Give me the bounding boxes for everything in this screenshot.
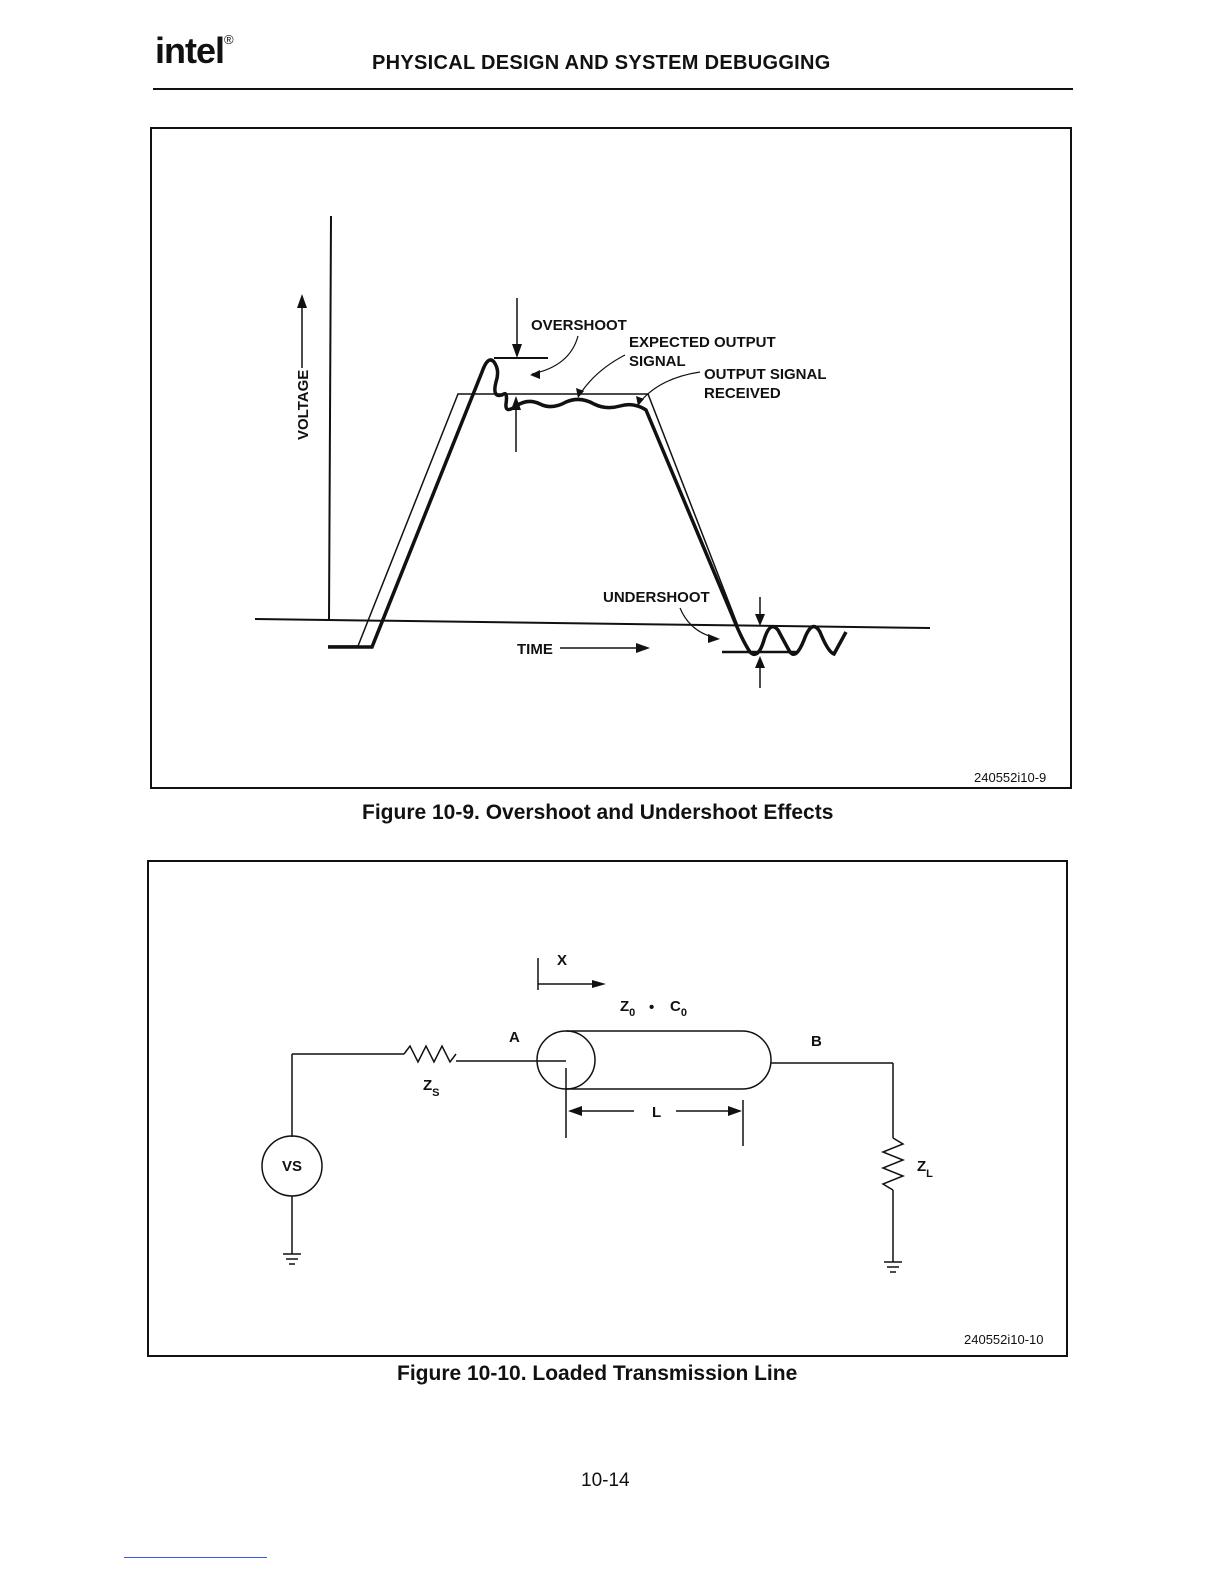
expected-output-label-line2: SIGNAL	[629, 353, 686, 370]
expected-output-label-line1: EXPECTED OUTPUT	[629, 334, 776, 351]
overshoot-label: OVERSHOOT	[531, 317, 627, 334]
output-received-label-line1: OUTPUT SIGNAL	[704, 366, 827, 383]
zl-label: $Z_L$	[917, 1158, 933, 1180]
l-arrow-right-head	[728, 1106, 742, 1116]
figure-10-9-caption: Figure 10-9. Overshoot and Undershoot Effects	[362, 801, 834, 824]
zs-resistor	[404, 1046, 456, 1062]
voltage-label: VOLTAGE	[295, 369, 312, 440]
time-label: TIME	[517, 641, 553, 658]
page-number: 10-14	[581, 1470, 630, 1491]
transmission-line-body	[566, 1031, 771, 1089]
figure-10-10-caption: Figure 10-10. Loaded Transmission Line	[397, 1362, 798, 1385]
page-header-title: PHYSICAL DESIGN AND SYSTEM DEBUGGING	[372, 52, 831, 74]
figure-10-10-id: 240552i10-10	[964, 1332, 1044, 1347]
l-arrow-left-head	[568, 1106, 582, 1116]
vs-label: VS	[282, 1158, 303, 1175]
intel-logo: intel®	[155, 30, 233, 71]
x-arrow-head	[592, 980, 606, 988]
figure-10-9-id: 240552i10-9	[974, 770, 1047, 785]
bullet-label: •	[649, 999, 655, 1016]
a-label: A	[509, 1029, 520, 1046]
x-label: X	[557, 952, 568, 969]
zl-resistor	[883, 1138, 903, 1190]
footer-rule	[124, 1557, 267, 1558]
undershoot-label: UNDERSHOOT	[603, 589, 710, 606]
ground-icon-right	[884, 1262, 902, 1272]
output-received-label-line2: RECEIVED	[704, 385, 781, 402]
b-label: B	[811, 1033, 822, 1050]
l-label: L	[652, 1104, 662, 1121]
z0-label: $Z_0$	[620, 998, 636, 1019]
zs-label: $Z_S$	[423, 1077, 440, 1099]
ground-icon-left	[283, 1254, 301, 1264]
c0-label: $C_0$	[670, 998, 687, 1019]
